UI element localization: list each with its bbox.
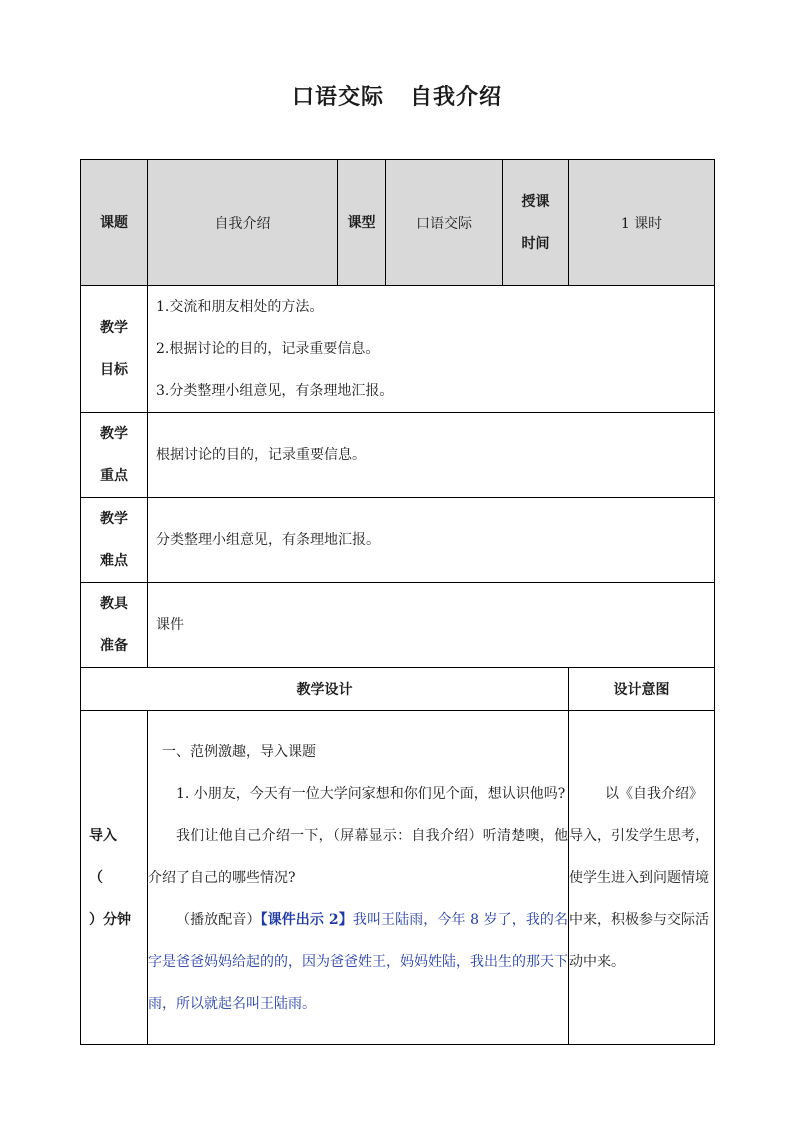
tools-text: 课件 (148, 583, 715, 668)
time-value: 1 课时 (569, 160, 715, 286)
section-header-row (81, 668, 715, 711)
goals-label (81, 286, 148, 413)
key-points-label-line-1: 教学 (100, 426, 128, 442)
key-points-label-line-2: 重点 (100, 468, 128, 484)
difficulties-row (81, 498, 715, 583)
document-title (0, 80, 794, 111)
tools-label-line-1: 教具 (100, 596, 128, 612)
type-label: 课型 (338, 160, 386, 286)
intent-heading: 设计意图 (569, 668, 715, 711)
header-row (81, 160, 715, 286)
playback-note: （播放配音） (176, 911, 261, 928)
intro-paragraph-1: 1. 小朋友，今天有一位大学问家想和你们见个面，想认识他吗? (176, 785, 566, 802)
topic-value: 自我介绍 (148, 160, 338, 286)
intro-paragraph-3 (148, 899, 568, 1025)
difficulties-label-line-1: 教学 (100, 511, 128, 527)
key-points-label (81, 413, 148, 498)
design-heading: 教学设计 (81, 668, 569, 711)
lesson-plan-table (80, 159, 715, 1045)
goals-row (81, 286, 715, 413)
intro-paragraph-2: 我们让他自己介绍一下，（屏幕显示：自我介绍）听清楚噢，他介绍了自己的哪些情况? (148, 827, 568, 886)
type-value: 口语交际 (386, 160, 503, 286)
goal-item: 2.根据讨论的目的，记录重要信息。 (156, 341, 380, 357)
title-part-2: 自我介绍 (410, 85, 503, 110)
time-label-line-2: 时间 (521, 235, 550, 252)
goal-item: 1.交流和朋友相处的方法。 (156, 299, 324, 315)
time-label (503, 160, 569, 286)
title-part-1: 口语交际 (291, 85, 384, 110)
key-points-text: 根据讨论的目的，记录重要信息。 (148, 413, 715, 498)
goals-label-line-2: 目标 (100, 362, 128, 378)
difficulties-label (81, 498, 148, 583)
courseware-quote: 我叫王陆雨，今年 8 岁了，我的名字是爸爸妈妈给起的的，因为爸爸姓王，妈妈姓陆，我出生的那天下雨，所以就起名叫王陆雨。 (148, 911, 568, 1012)
stage-line-3: ）分钟 (89, 911, 131, 928)
key-points-row (81, 413, 715, 498)
goals-content (148, 286, 715, 413)
intro-row (81, 711, 715, 1045)
tools-label (81, 583, 148, 668)
intent-text: 以《自我介绍》导入，引发学生思考，使学生进入到问题情境中来，积极参与交际活动中来。 (569, 785, 709, 970)
stage-line-2: （ (89, 869, 103, 886)
stage-line-1: 导入 (89, 827, 117, 844)
goals-label-line-1: 教学 (100, 320, 128, 336)
time-label-line-1: 授课 (521, 193, 550, 210)
difficulties-label-line-2: 难点 (100, 553, 128, 569)
tools-row (81, 583, 715, 668)
courseware-tag: 【课件出示 2】 (260, 911, 353, 928)
stage-label (81, 711, 148, 1045)
intro-heading: 一、范例激趣，导入课题 (162, 743, 316, 760)
tools-label-line-2: 准备 (100, 638, 128, 654)
goal-item: 3.分类整理小组意见，有条理地汇报。 (156, 383, 394, 399)
topic-label: 课题 (81, 160, 148, 286)
design-content (148, 711, 569, 1045)
difficulties-text: 分类整理小组意见，有条理地汇报。 (148, 498, 715, 583)
intent-content (569, 711, 715, 1045)
